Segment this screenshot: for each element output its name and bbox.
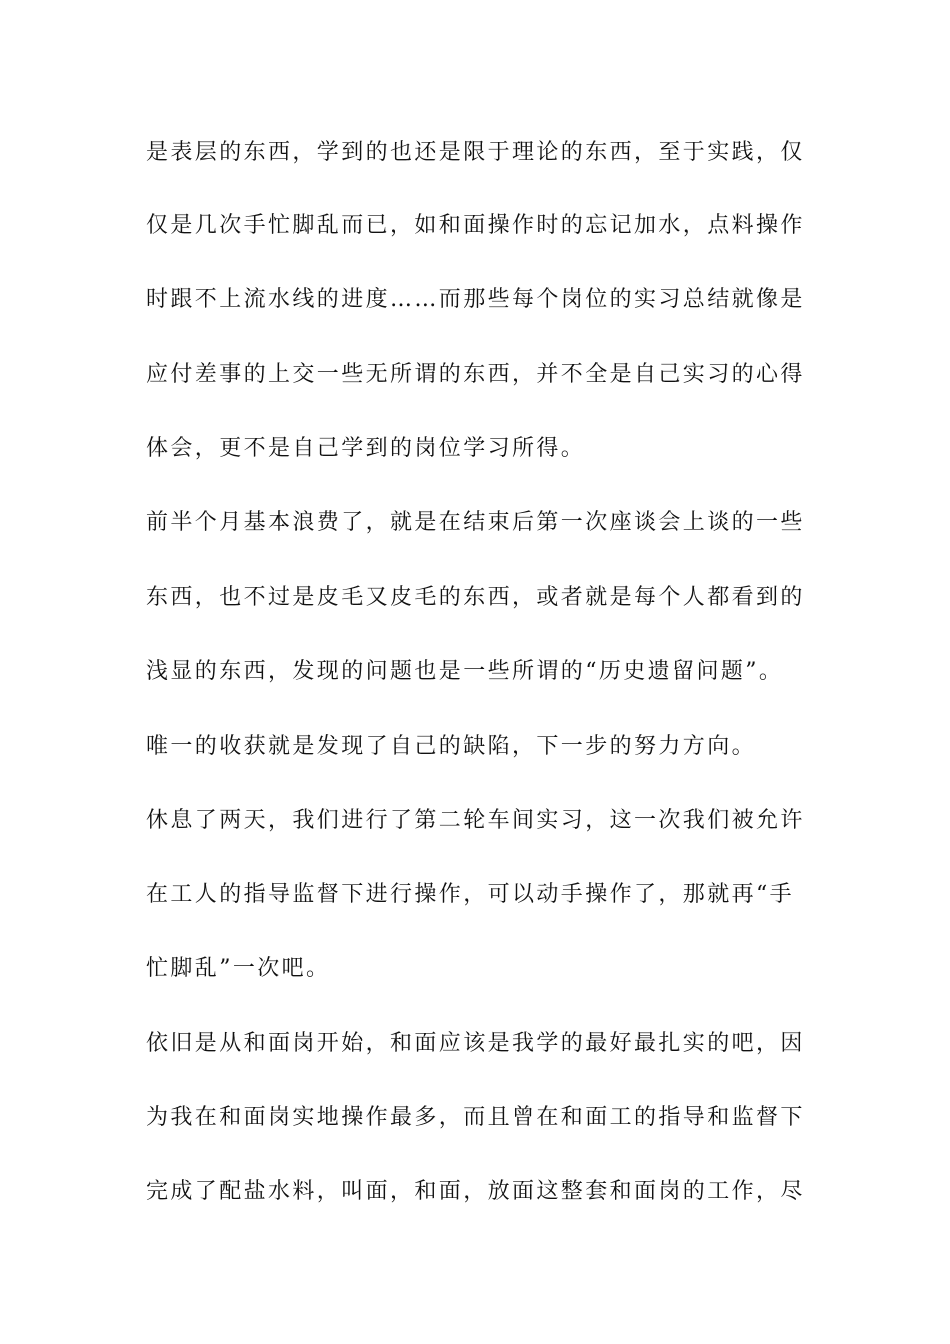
text-line: 完成了配盐水料，叫面，和面，放面这整套和面岗的工作，尽: [146, 1179, 805, 1204]
text-line: 东西，也不过是皮毛又皮毛的东西，或者就是每个人都看到的: [146, 585, 805, 610]
text-line: 仅是几次手忙脚乱而已，如和面操作时的忘记加水，点料操作: [146, 213, 805, 238]
text-line: 前半个月基本浪费了，就是在结束后第一次座谈会上谈的一些: [146, 510, 805, 535]
text-line: 应付差事的上交一些无所谓的东西，并不全是自己实习的心得: [146, 362, 805, 387]
text-line: 浅显的东西，发现的问题也是一些所谓的“历史遗留问题”。: [146, 659, 784, 684]
text-line: 休息了两天，我们进行了第二轮车间实习，这一次我们被允许: [146, 808, 805, 833]
text-line: 依旧是从和面岗开始，和面应该是我学的最好最扎实的吧，因: [146, 1031, 805, 1056]
text-line: 在工人的指导监督下进行操作，可以动手操作了，那就再“手: [146, 882, 795, 907]
text-line: 为我在和面岗实地操作最多，而且曾在和面工的指导和监督下: [146, 1105, 805, 1130]
text-line: 时跟不上流水线的进度……而那些每个岗位的实习总结就像是: [146, 287, 805, 312]
text-line: 体会，更不是自己学到的岗位学习所得。: [146, 436, 586, 461]
text-line: 是表层的东西，学到的也还是限于理论的东西，至于实践，仅: [146, 140, 805, 165]
text-line: 唯一的收获就是发现了自己的缺陷，下一步的努力方向。: [146, 734, 757, 759]
text-line: 忙脚乱”一次吧。: [146, 956, 331, 981]
